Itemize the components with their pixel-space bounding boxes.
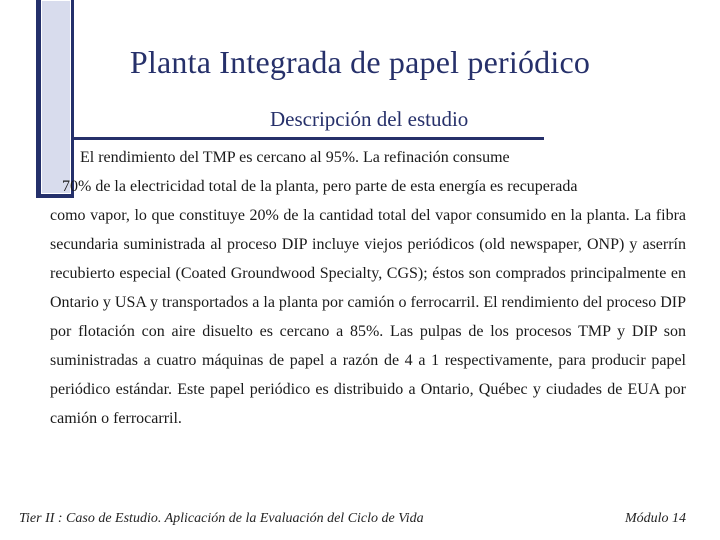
slide-subtitle: Descripción del estudio [270, 107, 469, 131]
subtitle-underline [74, 137, 544, 140]
paragraph-line: El rendimiento del TMP es cercano al 95%. La refinación consume [80, 149, 510, 166]
paragraph-line: como vapor, lo que constituye 20% de la cantidad total del vapor consumido en la planta. La fibra secundaria suministrada al proceso DIP incluye viejos periódicos (old newspaper, ONP) y aserrín recubierto especial (Coated Groundwood Specialty, CGS); éstos son comprados principalmente en Ontario y USA y transportados a la planta por camión o ferrocarril. El rendimiento del proceso DIP por flotación con aire disuelto es cercano a 85%. Las pulpas de los procesos TMP y DIP son suministradas a cuatro máquinas de papel a razón de 4 a 1 respectivamente, para producir papel periódico estándar. Este papel periódico es distribuido a Ontario, Québec y ciudades de EUA por camión o ferrocarril. [50, 207, 686, 427]
slide-title: Planta Integrada de papel periódico [129, 44, 591, 80]
paragraph-line: 70% de la electricidad total de la planta, pero parte de esta energía es recuperada [62, 178, 578, 195]
body-paragraph [50, 143, 686, 433]
footer-module-number: Módulo 14 [624, 511, 686, 526]
footer-course-title: Tier II : Caso de Estudio. Aplicación de la Evaluación del Ciclo de Vida [19, 511, 424, 526]
